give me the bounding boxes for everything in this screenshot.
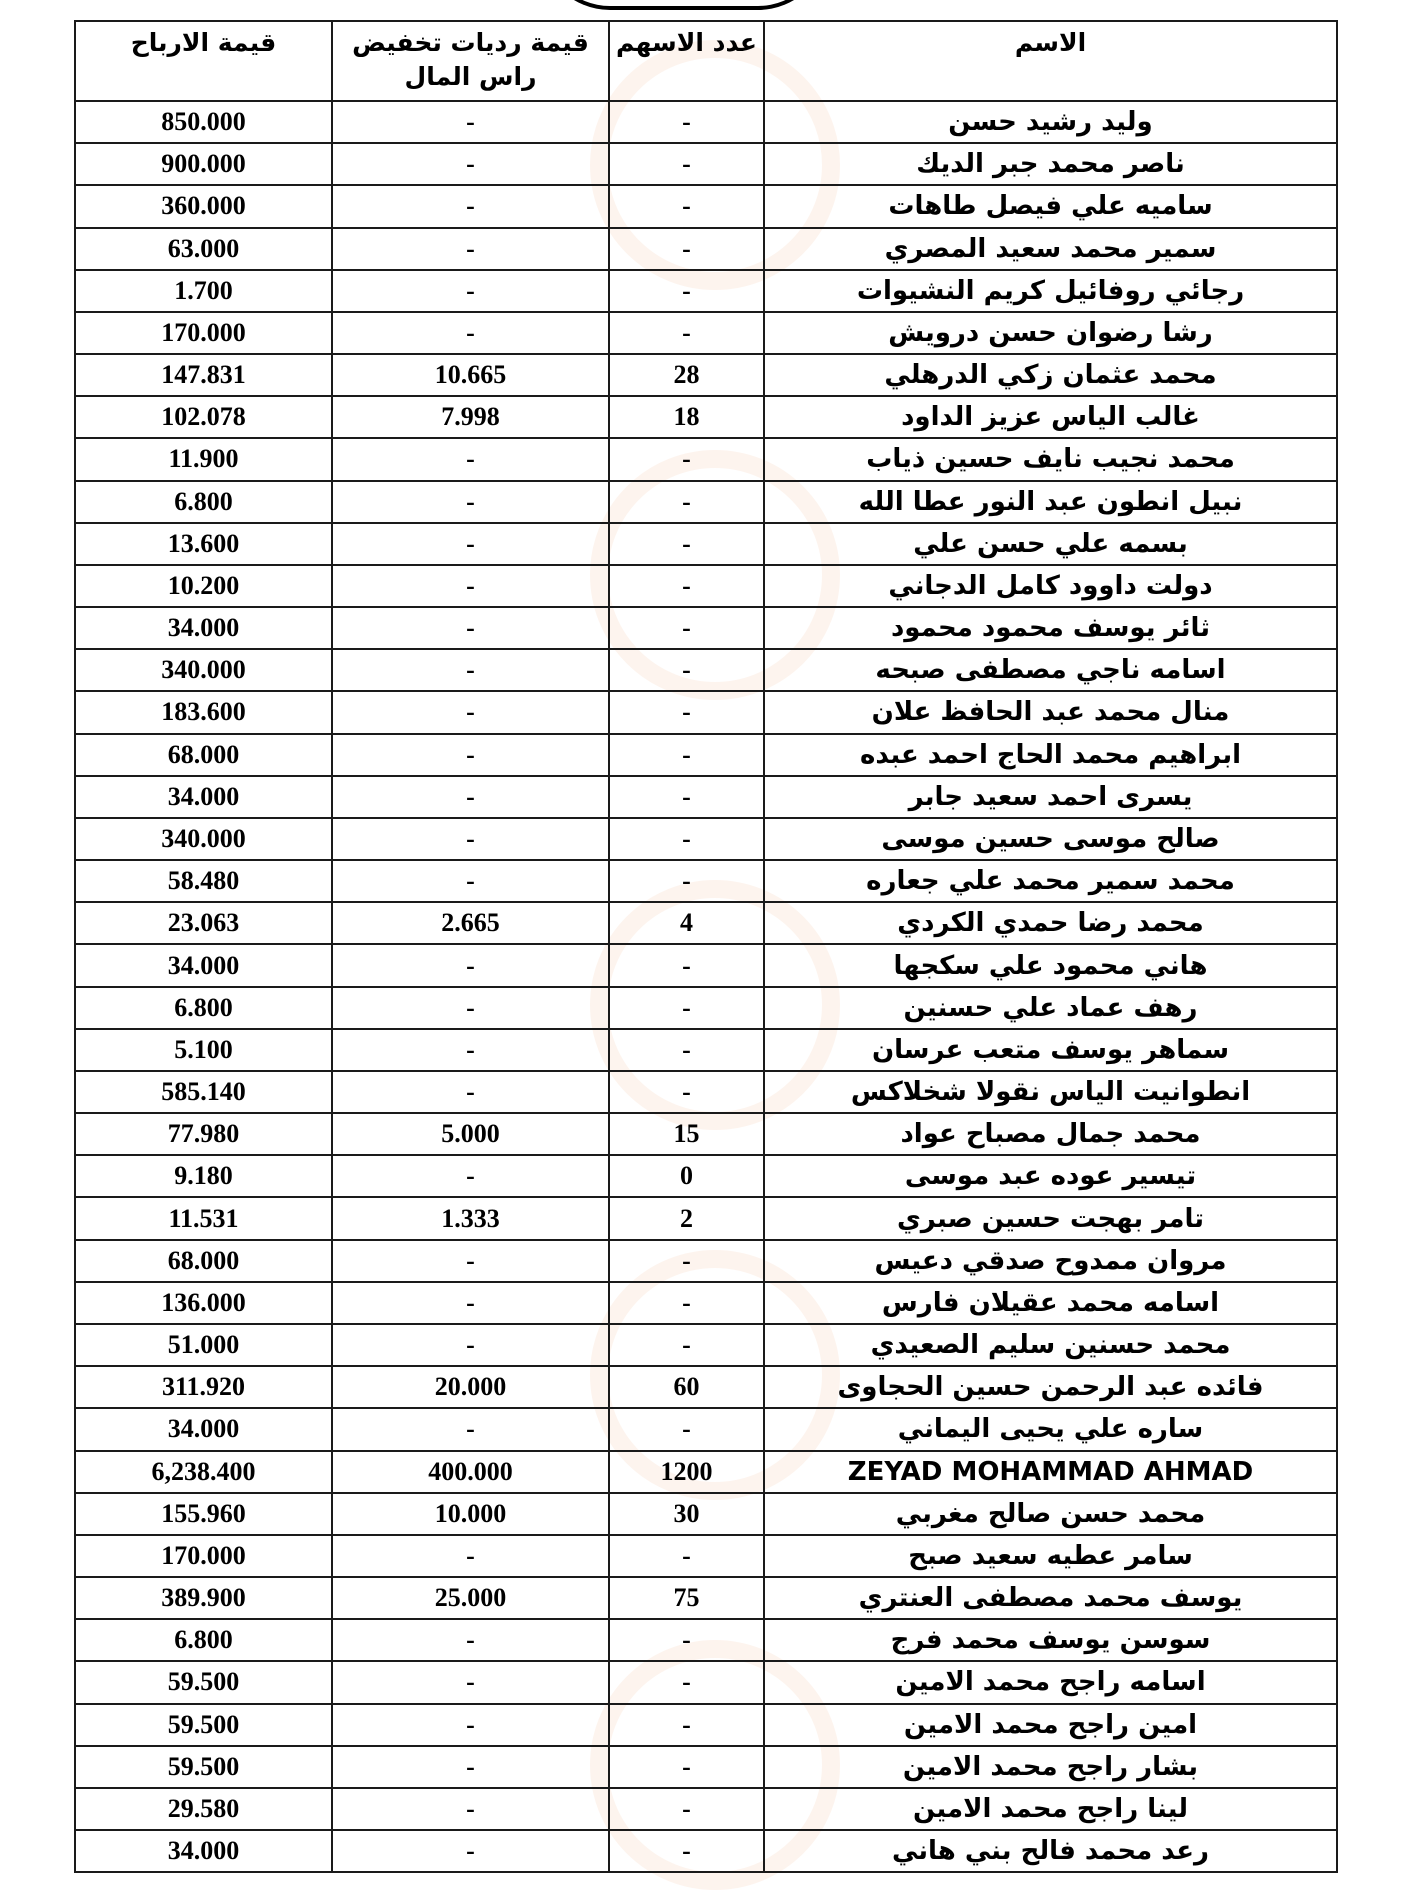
shareholder-name: محمد رضا حمدي الكردي [764, 902, 1337, 944]
table-row [75, 860, 1337, 902]
dividends-value: 10.200 [75, 565, 332, 607]
dividends-value: 34.000 [75, 607, 332, 649]
capital-reduction-value: - [332, 1619, 609, 1661]
table-row [75, 1451, 1337, 1493]
shares-count: - [609, 1830, 764, 1872]
shares-count: - [609, 312, 764, 354]
capital-reduction-value: - [332, 228, 609, 270]
capital-reduction-value: 1.333 [332, 1197, 609, 1239]
capital-reduction-value: - [332, 1704, 609, 1746]
table-row [75, 1029, 1337, 1071]
capital-reduction-value: 25.000 [332, 1577, 609, 1619]
shareholder-name: سمير محمد سعيد المصري [764, 228, 1337, 270]
table-header-row [75, 21, 1337, 101]
dividends-value: 340.000 [75, 818, 332, 860]
shares-count: 0 [609, 1155, 764, 1197]
dividends-value: 1.700 [75, 270, 332, 312]
capital-reduction-value: - [332, 312, 609, 354]
shareholder-name: اسامه راجح محمد الامين [764, 1661, 1337, 1703]
capital-reduction-value: 2.665 [332, 902, 609, 944]
capital-reduction-value: - [332, 143, 609, 185]
table-row [75, 1619, 1337, 1661]
table-row [75, 734, 1337, 776]
capital-reduction-value: 5.000 [332, 1113, 609, 1155]
shares-count: 60 [609, 1366, 764, 1408]
table-row [75, 1577, 1337, 1619]
dividends-value: 68.000 [75, 1240, 332, 1282]
table-row [75, 691, 1337, 733]
table-row [75, 101, 1337, 143]
table-row [75, 481, 1337, 523]
dividends-value: 136.000 [75, 1282, 332, 1324]
dividends-value: 311.920 [75, 1366, 332, 1408]
table-row [75, 987, 1337, 1029]
capital-reduction-value: - [332, 1535, 609, 1577]
shareholder-name: رجائي روفائيل كريم النشيوات [764, 270, 1337, 312]
shares-count: - [609, 1324, 764, 1366]
shareholder-name: نبيل انطون عبد النور عطا الله [764, 481, 1337, 523]
shares-count: 4 [609, 902, 764, 944]
header-capital-reduction-line2: راس المال [404, 62, 537, 91]
shareholder-name: اسامه محمد عقيلان فارس [764, 1282, 1337, 1324]
capital-reduction-value: 7.998 [332, 396, 609, 438]
shareholder-name: محمد جمال مصباح عواد [764, 1113, 1337, 1155]
table-row [75, 1408, 1337, 1450]
shares-count: - [609, 1788, 764, 1830]
table-row [75, 438, 1337, 480]
dividends-value: 51.000 [75, 1324, 332, 1366]
shares-count: - [609, 101, 764, 143]
shareholder-name: تيسير عوده عبد موسى [764, 1155, 1337, 1197]
dividends-value: 585.140 [75, 1071, 332, 1113]
capital-reduction-value: - [332, 523, 609, 565]
dividends-value: 170.000 [75, 1535, 332, 1577]
shareholder-name: انطوانيت الياس نقولا شخلاكس [764, 1071, 1337, 1113]
table-row [75, 523, 1337, 565]
capital-reduction-value: - [332, 185, 609, 227]
header-name: الاسم [764, 21, 1337, 101]
shareholder-name: سامر عطيه سعيد صبح [764, 1535, 1337, 1577]
shares-count: - [609, 185, 764, 227]
capital-reduction-value: - [332, 1324, 609, 1366]
shares-count: - [609, 944, 764, 986]
shareholders-table [74, 20, 1338, 1873]
shares-count: - [609, 143, 764, 185]
capital-reduction-value: - [332, 438, 609, 480]
table-row [75, 270, 1337, 312]
shareholder-name: صالح موسى حسين موسى [764, 818, 1337, 860]
table-body [75, 101, 1337, 1872]
dividends-value: 34.000 [75, 1830, 332, 1872]
shareholder-name: هاني محمود علي سكجها [764, 944, 1337, 986]
dividends-value: 11.531 [75, 1197, 332, 1239]
shares-count: - [609, 228, 764, 270]
table-row [75, 1661, 1337, 1703]
shares-count: 2 [609, 1197, 764, 1239]
shares-count: 15 [609, 1113, 764, 1155]
shareholder-name: ثائر يوسف محمود محمود [764, 607, 1337, 649]
dividends-value: 170.000 [75, 312, 332, 354]
capital-reduction-value: - [332, 987, 609, 1029]
shareholder-name: يوسف محمد مصطفى العنتري [764, 1577, 1337, 1619]
shares-count: 18 [609, 396, 764, 438]
shares-count: - [609, 734, 764, 776]
shares-count: - [609, 481, 764, 523]
dividends-value: 13.600 [75, 523, 332, 565]
dividends-value: 147.831 [75, 354, 332, 396]
shares-count: - [609, 565, 764, 607]
dividends-value: 34.000 [75, 776, 332, 818]
dividends-value: 5.100 [75, 1029, 332, 1071]
shares-count: - [609, 987, 764, 1029]
table-row [75, 607, 1337, 649]
dividends-value: 6,238.400 [75, 1451, 332, 1493]
table-row [75, 818, 1337, 860]
table-row [75, 1113, 1337, 1155]
shareholder-name: محمد حسن صالح مغربي [764, 1493, 1337, 1535]
shares-count: - [609, 691, 764, 733]
header-shares: عدد الاسهم [609, 21, 764, 101]
shareholder-name: ساميه علي فيصل طاهات [764, 185, 1337, 227]
capital-reduction-value: - [332, 1661, 609, 1703]
shares-count: - [609, 1240, 764, 1282]
header-dividends: قيمة الارباح [75, 21, 332, 101]
table-row [75, 776, 1337, 818]
dividends-value: 34.000 [75, 1408, 332, 1450]
table-row [75, 1366, 1337, 1408]
table-row [75, 143, 1337, 185]
shares-count: - [609, 1282, 764, 1324]
dividends-value: 6.800 [75, 481, 332, 523]
shares-count: - [609, 860, 764, 902]
shares-count: - [609, 649, 764, 691]
shares-count: - [609, 438, 764, 480]
table-row [75, 1240, 1337, 1282]
shares-count: - [609, 1029, 764, 1071]
dividends-value: 77.980 [75, 1113, 332, 1155]
table-row [75, 1788, 1337, 1830]
header-capital-reduction-line1: قيمة رديات تخفيض [352, 28, 589, 57]
table-row [75, 944, 1337, 986]
shareholder-name: محمد حسنين سليم الصعيدي [764, 1324, 1337, 1366]
shareholder-name: وليد رشيد حسن [764, 101, 1337, 143]
capital-reduction-value: 10.000 [332, 1493, 609, 1535]
table-row [75, 1071, 1337, 1113]
shares-count: - [609, 1704, 764, 1746]
header-capital-reduction [332, 21, 609, 101]
shares-count: - [609, 818, 764, 860]
table-row [75, 396, 1337, 438]
shares-count: 75 [609, 1577, 764, 1619]
dividends-value: 6.800 [75, 987, 332, 1029]
table-row [75, 185, 1337, 227]
capital-reduction-value: - [332, 944, 609, 986]
table-row [75, 1282, 1337, 1324]
shares-count: - [609, 776, 764, 818]
shareholder-name: محمد نجيب نايف حسين ذياب [764, 438, 1337, 480]
dividends-value: 59.500 [75, 1746, 332, 1788]
shareholder-name: يسرى احمد سعيد جابر [764, 776, 1337, 818]
capital-reduction-value: - [332, 1029, 609, 1071]
shareholder-name: مروان ممدوح صدقي دعيس [764, 1240, 1337, 1282]
shareholder-name: ابراهيم محمد الحاج احمد عبده [764, 734, 1337, 776]
capital-reduction-value: 400.000 [332, 1451, 609, 1493]
shareholder-name: بشار راجح محمد الامين [764, 1746, 1337, 1788]
capital-reduction-value: - [332, 481, 609, 523]
shareholder-name: محمد عثمان زكي الدرهلي [764, 354, 1337, 396]
dividends-value: 23.063 [75, 902, 332, 944]
capital-reduction-value: - [332, 818, 609, 860]
dividends-value: 68.000 [75, 734, 332, 776]
table-row [75, 1155, 1337, 1197]
shareholder-name: رعد محمد فالح بني هاني [764, 1830, 1337, 1872]
table-row [75, 354, 1337, 396]
dividends-value: 340.000 [75, 649, 332, 691]
shares-count: - [609, 1619, 764, 1661]
table-row [75, 1493, 1337, 1535]
shareholder-name: محمد سمير محمد علي جعاره [764, 860, 1337, 902]
shareholder-name: امين راجح محمد الامين [764, 1704, 1337, 1746]
table-row [75, 649, 1337, 691]
capital-reduction-value: - [332, 1155, 609, 1197]
shares-count: - [609, 1408, 764, 1450]
shareholder-name: فائده عبد الرحمن حسين الحجاوى [764, 1366, 1337, 1408]
shareholder-name: تامر بهجت حسين صبري [764, 1197, 1337, 1239]
shareholder-name: دولت داوود كامل الدجاني [764, 565, 1337, 607]
shareholder-name: ساره علي يحيى اليماني [764, 1408, 1337, 1450]
shareholder-name: غالب الياس عزيز الداود [764, 396, 1337, 438]
shareholder-name: ZEYAD MOHAMMAD AHMAD [764, 1451, 1337, 1493]
capital-reduction-value: - [332, 270, 609, 312]
shareholder-name: سماهر يوسف متعب عرسان [764, 1029, 1337, 1071]
capital-reduction-value: - [332, 734, 609, 776]
dividends-value: 58.480 [75, 860, 332, 902]
capital-reduction-value: - [332, 691, 609, 733]
shareholder-name: رشا رضوان حسن درويش [764, 312, 1337, 354]
capital-reduction-value: - [332, 1788, 609, 1830]
shares-count: 28 [609, 354, 764, 396]
shares-count: - [609, 1746, 764, 1788]
capital-reduction-value: - [332, 101, 609, 143]
table-row [75, 1704, 1337, 1746]
shareholder-name: لينا راجح محمد الامين [764, 1788, 1337, 1830]
shares-count: - [609, 1535, 764, 1577]
shareholder-name: سوسن يوسف محمد فرج [764, 1619, 1337, 1661]
capital-reduction-value: - [332, 565, 609, 607]
capital-reduction-value: - [332, 860, 609, 902]
dividends-value: 34.000 [75, 944, 332, 986]
table-row [75, 1746, 1337, 1788]
capital-reduction-value: - [332, 1408, 609, 1450]
dividends-value: 360.000 [75, 185, 332, 227]
shareholder-name: منال محمد عبد الحافظ علان [764, 691, 1337, 733]
table-row [75, 1324, 1337, 1366]
capital-reduction-value: - [332, 1240, 609, 1282]
shares-count: - [609, 1661, 764, 1703]
shares-count: 1200 [609, 1451, 764, 1493]
dividends-value: 183.600 [75, 691, 332, 733]
dividends-value: 59.500 [75, 1661, 332, 1703]
shares-count: - [609, 607, 764, 649]
table-row [75, 228, 1337, 270]
capital-reduction-value: 10.665 [332, 354, 609, 396]
dividends-value: 900.000 [75, 143, 332, 185]
table-row [75, 312, 1337, 354]
table-row [75, 565, 1337, 607]
shareholder-name: بسمه علي حسن علي [764, 523, 1337, 565]
shareholder-name: اسامه ناجي مصطفى صبحه [764, 649, 1337, 691]
dividends-value: 6.800 [75, 1619, 332, 1661]
dividends-value: 850.000 [75, 101, 332, 143]
dividends-value: 11.900 [75, 438, 332, 480]
capital-reduction-value: - [332, 1071, 609, 1113]
dividends-value: 29.580 [75, 1788, 332, 1830]
capital-reduction-value: - [332, 1282, 609, 1324]
dividends-value: 63.000 [75, 228, 332, 270]
shareholder-name: رهف عماد علي حسنين [764, 987, 1337, 1029]
capital-reduction-value: - [332, 1746, 609, 1788]
dividends-value: 9.180 [75, 1155, 332, 1197]
dividends-value: 389.900 [75, 1577, 332, 1619]
table-row [75, 1197, 1337, 1239]
capital-reduction-value: - [332, 1830, 609, 1872]
capital-reduction-value: 20.000 [332, 1366, 609, 1408]
capital-reduction-value: - [332, 607, 609, 649]
capital-reduction-value: - [332, 776, 609, 818]
shares-count: 30 [609, 1493, 764, 1535]
dividends-value: 155.960 [75, 1493, 332, 1535]
shares-count: - [609, 1071, 764, 1113]
dividends-value: 59.500 [75, 1704, 332, 1746]
shareholder-name: ناصر محمد جبر الديك [764, 143, 1337, 185]
table-row [75, 1830, 1337, 1872]
capital-reduction-value: - [332, 649, 609, 691]
table-row [75, 1535, 1337, 1577]
shares-count: - [609, 523, 764, 565]
dividends-value: 102.078 [75, 396, 332, 438]
shares-count: - [609, 270, 764, 312]
table-row [75, 902, 1337, 944]
header-arc-decoration [540, 0, 828, 10]
